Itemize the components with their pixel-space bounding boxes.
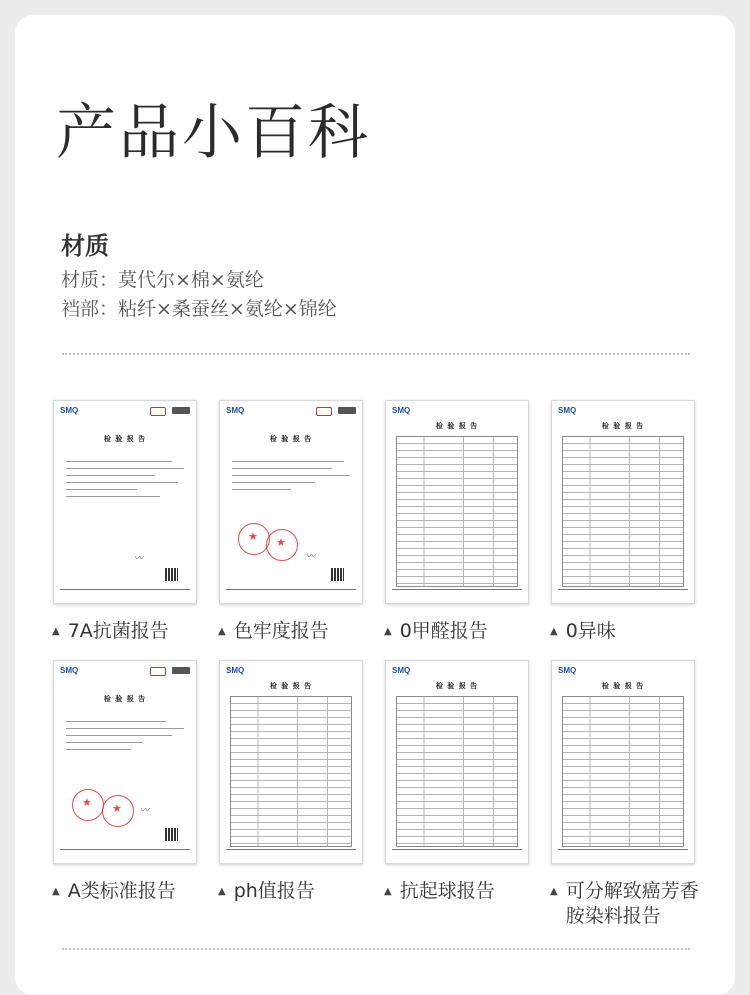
report-footer: [60, 589, 190, 595]
signature-mark: 〰: [134, 554, 144, 564]
report-caption: ▲ 0异味: [550, 620, 616, 642]
report-doc-title: 检 验 报 告: [269, 435, 313, 443]
report-thumbnail-formaldehyde[interactable]: [385, 400, 529, 604]
report-results-table: [396, 696, 518, 847]
red-seal-stamp-icon: [238, 523, 270, 555]
smq-logo: SMQ: [392, 406, 411, 415]
triangle-up-icon: ▲: [384, 886, 392, 897]
material-line-crotch: 裆部：粘纤×桑蚕丝×氨纶×锦纶: [61, 298, 337, 320]
report-text-lines: [232, 461, 350, 496]
smq-logo: SMQ: [226, 666, 245, 675]
report-thumbnail-pilling[interactable]: [385, 660, 529, 864]
cma-mark-icon: [150, 407, 166, 416]
report-text-lines: [66, 721, 184, 756]
report-doc-title: 检 验 报 告: [601, 682, 645, 690]
report-text-lines: [66, 461, 184, 503]
qr-code-icon: [165, 568, 178, 581]
report-footer: [226, 589, 356, 595]
dotted-divider: [62, 948, 690, 950]
report-caption: ▲ 7A抗菌报告: [52, 620, 169, 642]
report-results-table: [562, 696, 684, 847]
red-seal-stamp-icon: [72, 789, 104, 821]
report-thumbnail-antibacterial[interactable]: [53, 400, 197, 604]
cma-mark-icon: [316, 407, 332, 416]
triangle-up-icon: ▲: [384, 626, 392, 637]
dotted-divider: [62, 353, 690, 355]
report-doc-title: 检 验 报 告: [103, 695, 147, 703]
report-thumbnail-class-a[interactable]: [53, 660, 197, 864]
report-caption: ▲ ph值报告: [218, 880, 315, 902]
report-doc-title: 检 验 报 告: [103, 435, 147, 443]
report-doc-title: 检 验 报 告: [269, 682, 313, 690]
report-results-table: [396, 436, 518, 587]
smq-logo: SMQ: [60, 666, 79, 675]
smq-logo: SMQ: [558, 406, 577, 415]
report-footer: [558, 849, 688, 855]
report-caption: ▲ A类标准报告: [52, 880, 176, 902]
report-thumbnail-ph[interactable]: [219, 660, 363, 864]
smq-logo: SMQ: [392, 666, 411, 675]
report-footer: [226, 849, 356, 855]
report-caption: ▲ 可分解致癌芳香胺染料报告: [550, 880, 699, 927]
report-footer: [60, 849, 190, 855]
smq-logo: SMQ: [558, 666, 577, 675]
report-thumbnail-odor[interactable]: [551, 400, 695, 604]
triangle-up-icon: ▲: [52, 886, 60, 897]
qr-code-icon: [165, 828, 178, 841]
smq-logo: SMQ: [60, 406, 79, 415]
report-doc-title: 检 验 报 告: [435, 682, 479, 690]
red-seal-stamp-icon: [266, 529, 298, 561]
report-footer: [558, 589, 688, 595]
signature-mark: 〰: [306, 552, 316, 562]
material-heading: 材质: [61, 232, 109, 260]
report-doc-title: 检 验 报 告: [601, 422, 645, 430]
report-footer: [392, 589, 522, 595]
report-results-table: [562, 436, 684, 587]
report-caption: ▲ 抗起球报告: [384, 880, 495, 902]
triangle-up-icon: ▲: [550, 886, 558, 897]
cnas-mark-icon: [338, 407, 356, 414]
qr-code-icon: [331, 568, 344, 581]
report-caption: ▲ 色牢度报告: [218, 620, 329, 642]
triangle-up-icon: ▲: [550, 626, 558, 637]
signature-mark: 〰: [140, 806, 150, 816]
smq-logo: SMQ: [226, 406, 245, 415]
report-thumbnail-colorfastness[interactable]: [219, 400, 363, 604]
report-caption: ▲ 0甲醛报告: [384, 620, 488, 642]
report-thumbnail-azo-dyes[interactable]: [551, 660, 695, 864]
red-seal-stamp-icon: [102, 795, 134, 827]
cnas-mark-icon: [172, 407, 190, 414]
report-doc-title: 检 验 报 告: [435, 422, 479, 430]
triangle-up-icon: ▲: [52, 626, 60, 637]
cma-mark-icon: [150, 667, 166, 676]
cnas-mark-icon: [172, 667, 190, 674]
page-title: 产品小百科: [56, 98, 371, 168]
material-line-body: 材质：莫代尔×棉×氨纶: [61, 269, 264, 291]
report-footer: [392, 849, 522, 855]
triangle-up-icon: ▲: [218, 886, 226, 897]
report-results-table: [230, 696, 352, 847]
triangle-up-icon: ▲: [218, 626, 226, 637]
